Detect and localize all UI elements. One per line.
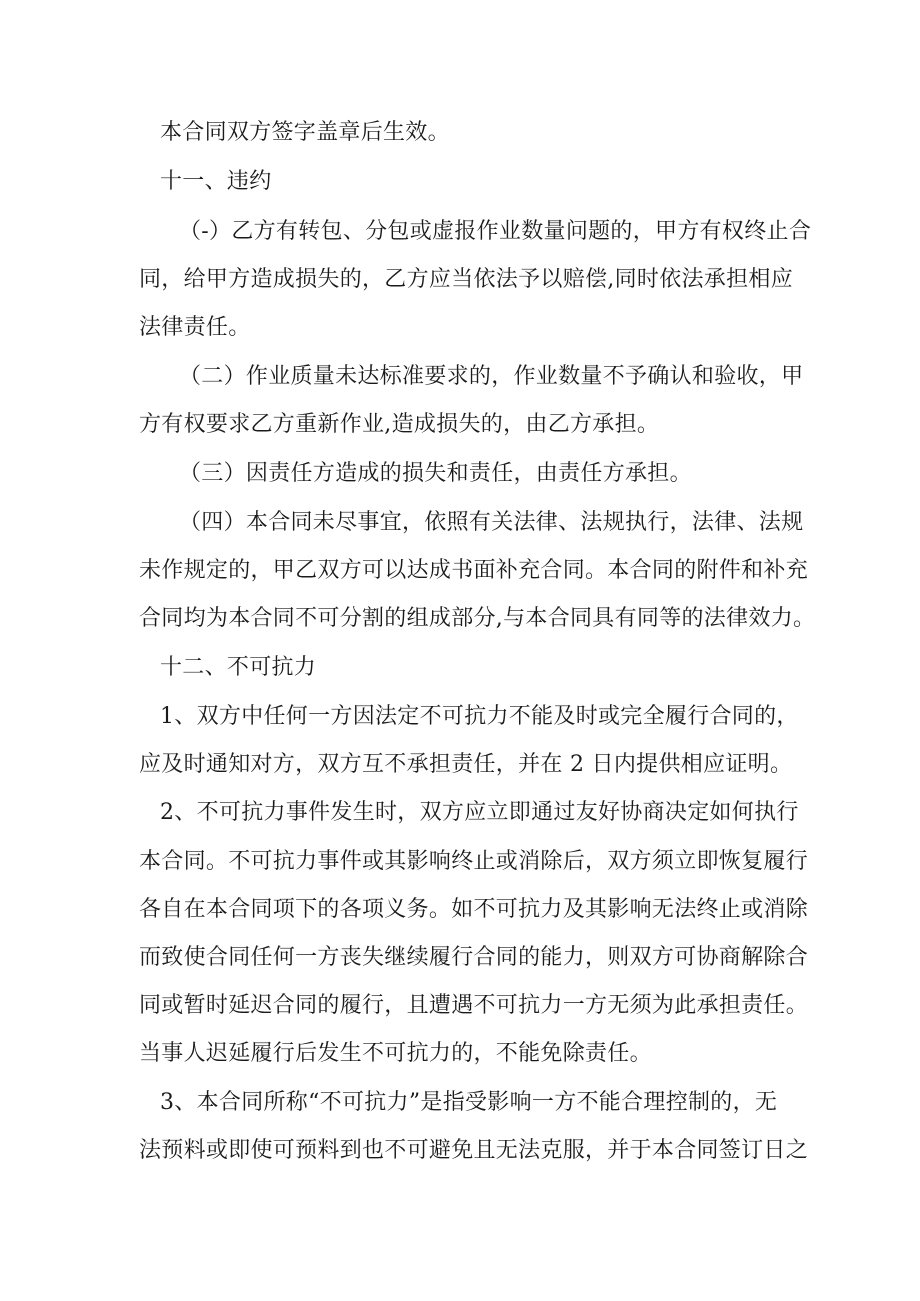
text-line-breach-3: （三）因责任方造成的损失和责任，由责任方承担。 <box>179 461 692 486</box>
text-line-fm-2b: 本合同。不可抗力事件或其影响终止或消除后，双方须立即恢复履行 <box>139 849 809 874</box>
text-line-breach-4c: 合同均为本合同不可分割的组成部分,与本合同具有同等的法律效力。 <box>139 606 816 631</box>
text-line-fm-3a: 3、本合同所称“不可抗力”是指受影响一方不能合理控制的，无 <box>160 1090 778 1115</box>
text-line-breach-2a: （二）作业质量未达标准要求的，作业数量不予确认和验收，甲 <box>179 364 804 389</box>
text-line-fm-1a: 1、双方中任何一方因法定不可抗力不能及时或完全履行合同的， <box>160 704 799 729</box>
text-line-breach-1c: 法律责任。 <box>139 315 251 340</box>
text-line-fm-2a: 2、不可抗力事件发生时，双方应立即通过友好协商决定如何执行 <box>160 800 799 825</box>
text-line-breach-1b: 同，给甲方造成损失的，乙方应当依法予以赔偿,同时依法承担相应 <box>139 267 793 292</box>
section-heading-force-majeure: 十二、不可抗力 <box>160 655 317 680</box>
text-line-breach-4b: 未作规定的，甲乙双方可以达成书面补充合同。本合同的附件和补充 <box>139 558 809 583</box>
text-line-breach-4a: （四）本合同未尽事宜，依照有关法律、法规执行，法律、法规 <box>179 510 804 535</box>
text-line-fm-3b: 法预料或即使可预料到也不可避免且无法克服，并于本合同签订日之 <box>139 1138 809 1163</box>
text-line-breach-2b: 方有权要求乙方重新作业,造成损失的，由乙方承担。 <box>139 412 660 437</box>
section-heading-breach: 十一、违约 <box>160 169 272 194</box>
text-line-effective: 本合同双方签字盖章后生效。 <box>160 120 450 145</box>
text-line-breach-1a: （-）乙方有转包、分包或虚报作业数量问题的，甲方有权终止合 <box>179 219 812 244</box>
text-line-fm-2e: 同或暂时延迟合同的履行，且遭遇不可抗力一方无须为此承担责任。 <box>139 993 809 1018</box>
text-line-fm-1b: 应及时通知对方，双方互不承担责任，并在 2 日内提供相应证明。 <box>139 752 793 777</box>
text-line-fm-2c: 各自在本合同项下的各项义务。如不可抗力及其影响无法终止或消除 <box>139 897 809 922</box>
text-line-fm-2d: 而致使合同任何一方丧失继续履行合同的能力，则双方可协商解除合 <box>139 945 809 970</box>
text-line-fm-2f: 当事人迟延履行后发生不可抗力的，不能免除责任。 <box>139 1041 652 1066</box>
